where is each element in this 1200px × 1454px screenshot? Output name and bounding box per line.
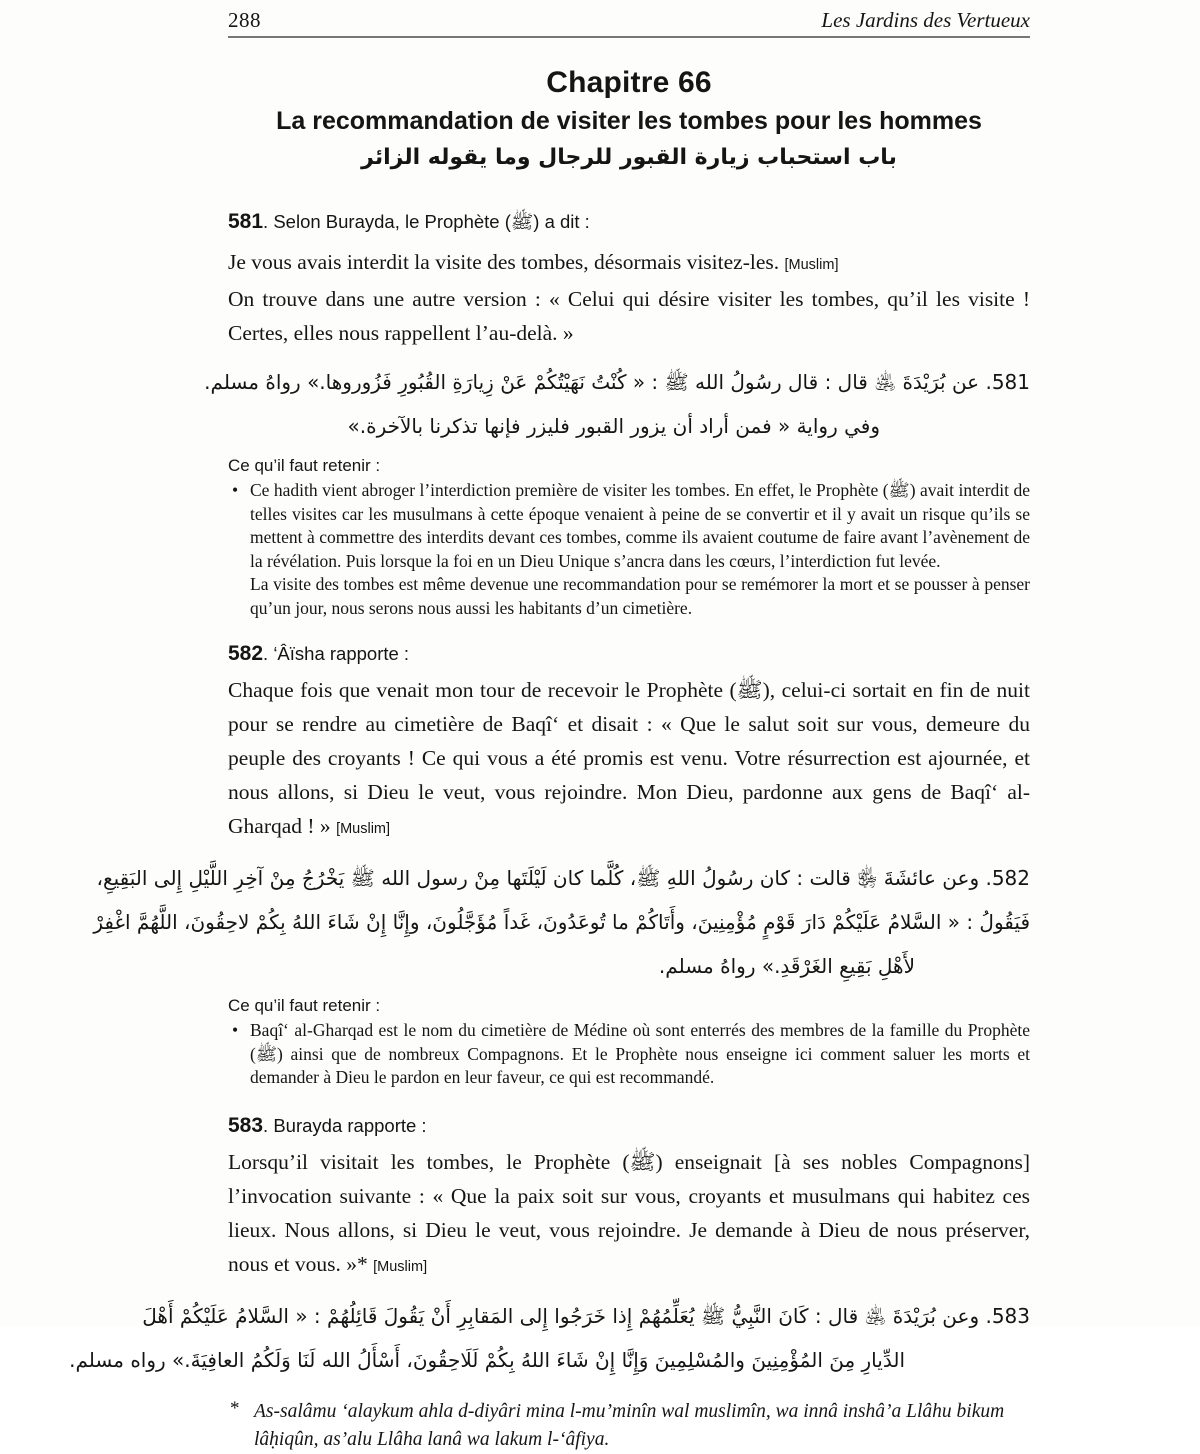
hadith-581-paragraph-1 (228, 245, 1030, 282)
hadith-581-paragraph-2: On trouve dans une autre version : « Celui qui désire visiter les tombes, qu’il les visite ! Certes, elles nous rappellent l’au-delà. » (228, 287, 1030, 345)
retenir-note: • Baqî‘ al-Gharqad est le nom du cimetière de Médine où sont enterrés des membres de la famille du Prophète (ﷺ) ainsi que de nombreux Compagnons. Et le Prophète nous enseigne ici comment saluer les morts et demander à Dieu le pardon en leur faveur, ce qui est recommandé. (228, 1019, 1030, 1090)
hadith-583-intro: . Burayda rapporte : (263, 1114, 427, 1136)
hadith-583-source: [Muslim] (373, 1258, 428, 1275)
retenir-note: • Ce hadith vient abroger l’interdiction première de visiter les tombes. En effet, le Prophète (ﷺ) avait interdit de telles visites car les musulmans à cette époque venaient à peine de se convertir et il y avait un risque qu’ils se mettent à commettre des interdits devant ces tombes, comme ils avaient coutume de faire avant l’avènement de la révélation. Puis lorsque la foi en un Dieu Unique s’ancra dans les cœurs, l’interdiction fut levée. (228, 479, 1030, 573)
hadith-582-arabic (93, 856, 1030, 988)
retenir-label: Ce qu’il faut retenir : (228, 996, 381, 1015)
page-number: 288 (228, 8, 261, 32)
hadith-583-number: 583 (228, 1113, 264, 1137)
chapter-title: Chapitre 66 (546, 66, 712, 99)
hadith-581-intro: . Selon Burayda, le Prophète (ﷺ) a dit : (263, 211, 590, 232)
running-title: Les Jardins des Vertueux (821, 8, 1030, 32)
footnote-text: As-salâmu ‘alaykum ahla d-diyâri mina l-mu’minîn wal muslimîn, wa innâ inshâ’a Llâhu bikum lâḥiqûn, as’alu Llâha lanâ wa lakum l-‘âfiya. (254, 1400, 1005, 1450)
hadith-583-head (228, 1114, 1030, 1138)
hadith-582-notes (228, 1019, 1030, 1090)
chapter-heading (228, 66, 1030, 170)
hadith-583 (69, 1113, 1030, 1382)
page-content (69, 0, 1030, 1454)
header-rule (228, 36, 1030, 38)
hadith-582 (93, 642, 1030, 1090)
hadith-582-head (228, 642, 1030, 666)
retenir-label: Ce qu’il faut retenir : (228, 456, 381, 475)
hadith-581-source: [Muslim] (784, 257, 839, 273)
hadith-581-head (228, 210, 1030, 238)
footnote-marker: * (230, 1397, 240, 1419)
retenir-note: La visite des tombes est même devenue une recommandation pour se remémorer la mort et se pousser à penser qu’un jour, nous serons nous aussi les habitants d’un cimetière. (250, 574, 1030, 618)
arabic-line: 581. عن بُرَيْدَةَ ﵁ قال : قال رسُولُ الله ﷺ : « كُنْتُ نَهَيْتُكُمْ عَنْ زِيارَةِ القُبُورِ فَزُوروها.» رواهُ مسلم. (204, 370, 1030, 394)
hadith-581-notes (228, 479, 1030, 620)
hadith-582-text-1: Chaque fois que venait mon tour de recevoir le Prophète (ﷺ), celui-ci sortait en fin de nuit pour se rendre au cimetière de Baqî‘ et disait : « Que le salut soit sur vous, demeure du peuple des croyants ! Ce qui vous a été promis est venu. Votre résurrection est ajournée, et nous allons, si Dieu le veut, vous rejoindre. Mon Dieu, pardonne aux gens de Baqî‘ al-Gharqad ! » (228, 678, 1030, 838)
arabic-line: فَيَقُولُ : « السَّلامُ عَلَيْكُمْ دَارَ قَوْمٍ مُؤْمِنِينَ، وأَتَاكُمْ ما تُوعَدُونَ، غَداً مُؤَجَّلُونَ، وإِنَّا إِنْ شَاءَ اللهُ بِكُمْ لاحِقُونَ، اللَّهُمَّ اغْفِرْ (93, 910, 1030, 934)
page-header (228, 0, 1030, 33)
arabic-line: الدِّيارِ مِنَ المُؤْمِنِينَ والمُسْلِمِينَ وَإِنَّا إِنْ شَاءَ اللهُ بِكُمْ لَلَاحِقُونَ، أَسْأَلُ الله لَنَا وَلَكُمُ العافِيَةَ.» رواه مسلم. (69, 1347, 905, 1372)
arabic-line: 583. وعن بُرَيْدَةَ ﵁ قال : كَانَ النَّبِيُّ ﷺ يُعَلِّمُهُمْ إِذا خَرَجُوا إِلى المَقابِرِ أَنْ يَقُولَ قَائِلُهُمْ : « السَّلامُ عَلَيْكُمْ أَهْلَ (142, 1303, 1030, 1328)
hadith-582-paragraph-1 (228, 673, 1030, 846)
arabic-line: لأَهْلِ بَقِيعِ الغَرْقَدِ.» رواهُ مسلم. (658, 954, 915, 978)
arabic-line: 582. وعن عائشَةَ ﵂ قالت : كان رسُولُ اللهِ ﷺ، كُلَّما كان لَيْلَتَها مِنْ رسول الله ﷺ يَخْرُجُ مِنْ آخِرِ اللَّيْلِ إِلى البَقِيعِ، (96, 866, 1030, 890)
arabic-line: وفي رواية « فمن أراد أن يزور القبور فليزر فإنها تذكرنا بالآخرة.» (347, 414, 880, 438)
footnote (228, 1398, 1030, 1454)
hadith-583-text-1: Lorsqu’il visitait les tombes, le Prophète (ﷺ) enseignait [à ses nobles Compagnons] l’invocation suivante : « Que la paix soit sur vous, croyants et musulmans qui habitez ces lieux. Nous allons, si Dieu le veut, vous rejoindre. Je demande à Dieu de nous préserver, nous et vous. »* (228, 1149, 1030, 1276)
hadith-582-number: 582 (228, 642, 264, 665)
hadith-583-arabic (69, 1294, 1030, 1382)
hadith-581-number: 581 (228, 210, 264, 233)
hadith-581-arabic (204, 360, 1030, 448)
hadith-582-intro: . ‘Âïsha rapporte : (263, 643, 410, 664)
hadith-582-source: [Muslim] (336, 821, 391, 837)
hadith-581 (204, 210, 1030, 620)
chapter-subtitle-arabic: باب استحباب زيارة القبور للرجال وما يقوله الزائر (361, 145, 897, 170)
hadith-583-paragraph-1 (228, 1145, 1030, 1284)
chapter-subtitle: La recommandation de visiter les tombes pour les hommes (276, 107, 982, 135)
hadith-581-text-1: Je vous avais interdit la visite des tombes, désormais visitez-les. (228, 250, 780, 274)
